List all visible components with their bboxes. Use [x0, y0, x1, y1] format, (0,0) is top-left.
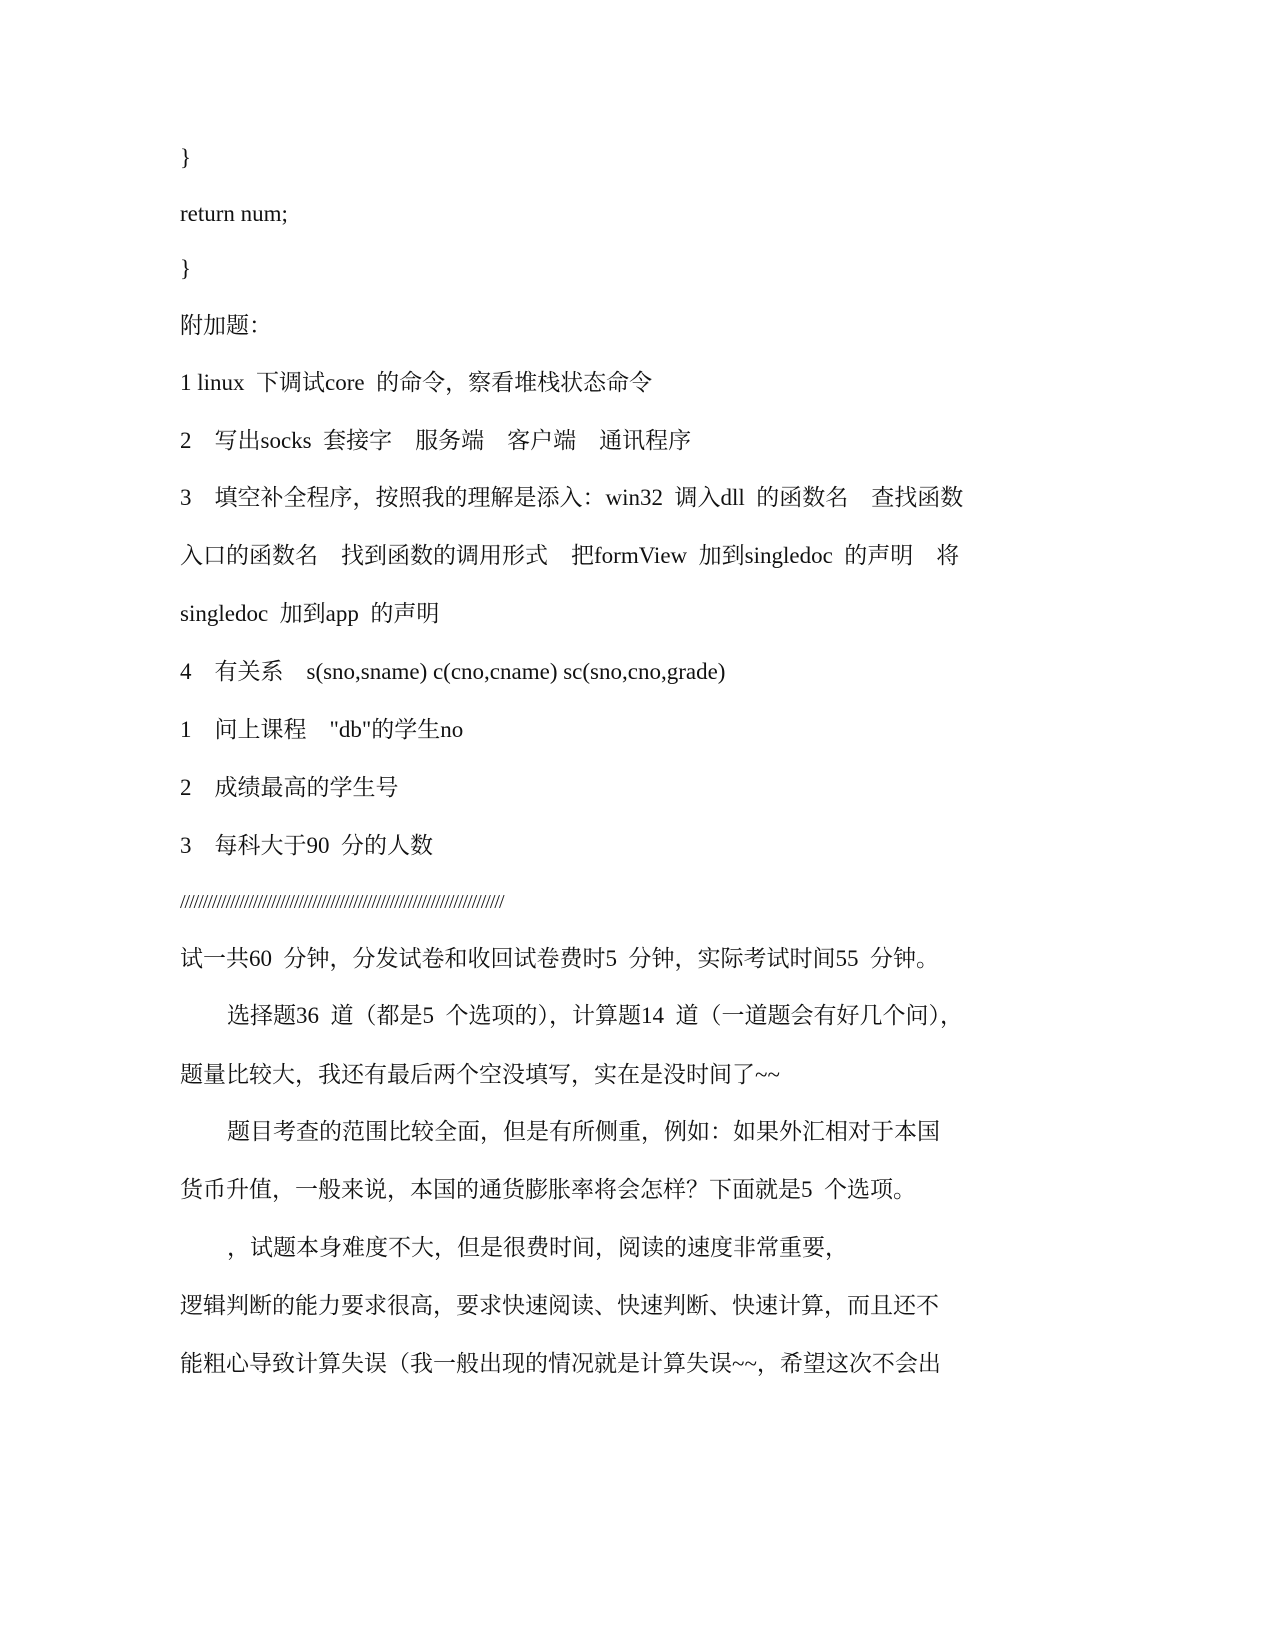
code-closing-brace: } [180, 256, 192, 281]
question-item-continued: 入口的函数名 找到函数的调用形式 把formView 加到singledoc 的声明 将 [180, 543, 960, 568]
code-return-statement: return num; [180, 201, 288, 226]
sub-question-item: 3 每科大于90 分的人数 [180, 833, 433, 858]
paragraph-line: ，试题本身难度不大，但是很费时间，阅读的速度非常重要， [227, 1235, 848, 1260]
paragraph-line: 能粗心导致计算失误（我一般出现的情况就是计算失误~~，希望这次不会出 [180, 1351, 941, 1376]
paragraph-line: 试一共60 分钟，分发试卷和收回试卷费时5 分钟，实际考试时间55 分钟。 [180, 946, 939, 971]
sub-question-item: 1 问上课程 "db"的学生no [180, 717, 464, 742]
question-item: 3 填空补全程序，按照我的理解是添入：win32 调入dll 的函数名 查找函数 [180, 485, 964, 510]
paragraph-line: 货币升值，一般来说，本国的通货膨胀率将会怎样？下面就是5 个选项。 [180, 1177, 916, 1202]
code-closing-brace: } [180, 145, 192, 170]
paragraph-line: 题目考查的范围比较全面，但是有所侧重，例如：如果外汇相对于本国 [227, 1119, 940, 1144]
sub-question-item: 2 成绩最高的学生号 [180, 775, 399, 800]
question-item-continued: singledoc 加到app 的声明 [180, 601, 440, 626]
section-heading: 附加题： [180, 313, 272, 338]
paragraph-line: 选择题36 道（都是5 个选项的），计算题14 道（一道题会有好几个问）， [227, 1003, 963, 1028]
separator-line: /////////////////////////////////////////////////////////////////////// [180, 891, 504, 913]
question-item: 4 有关系 s(sno,sname) c(cno,cname) sc(sno,cno,grade) [180, 659, 726, 684]
question-item: 1 linux 下调试core 的命令，察看堆栈状态命令 [180, 370, 653, 395]
question-item: 2 写出socks 套接字 服务端 客户端 通讯程序 [180, 428, 692, 453]
paragraph-line: 题量比较大，我还有最后两个空没填写，实在是没时间了~~ [180, 1062, 780, 1087]
paragraph-line: 逻辑判断的能力要求很高，要求快速阅读、快速判断、快速计算，而且还不 [180, 1293, 939, 1318]
